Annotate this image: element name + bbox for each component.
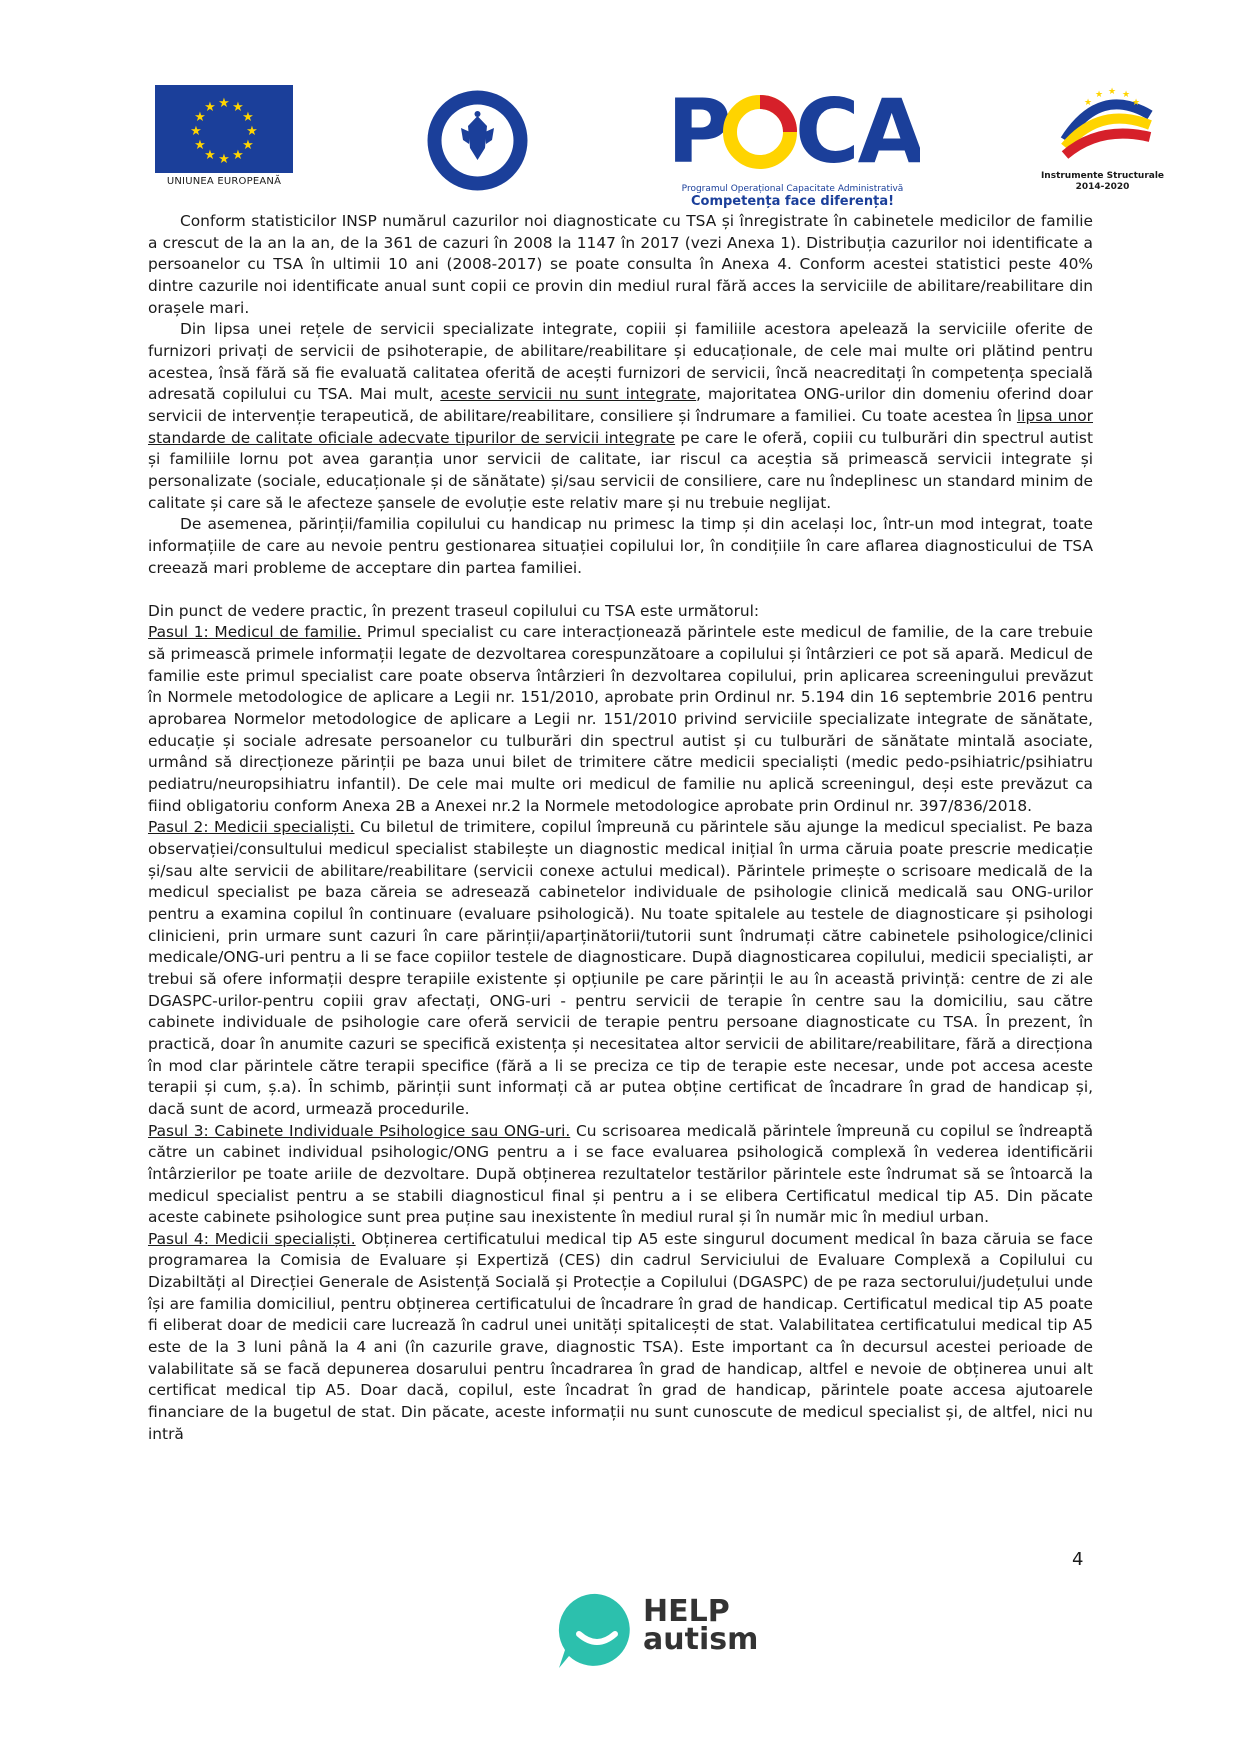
- svg-text:★: ★: [1108, 87, 1117, 97]
- step-1-text: Primul specialist cu care interacționează părintele este medicul de familie, de la care trebuie să primească primele informații legate de dezvoltarea corespunzătoare a copilului și întârzieri ce pot să apară. Medicul de familie este primul specialist care poate observa întârzieri în dezvoltarea copilului, prin aplicarea screeningului prevăzut în Normele metodologice de aplicare a Legii nr. 151/2010, aprobate prin Ordinul nr. 5.194 din 16 septembrie 2016 pentru aprobarea Normelor metodologice de aplicare a Legii nr. 151/2010 privind serviciile specializate integrate de sănătate, educație și sociale adresate persoanelor cu tulburări din spectrul autist și cu tulburări de sănătate mintală asociate, urmând să direcționeze părinții pe baza unui bilet de trimitere către medicii specialiști (medic pedo-psihiatric/psihiatru pediatru/neuropsihiatru infantil). De cele mai multe ori medicul de familie nu aplică screeningul, deși este prevăzut ca fiind obligatoriu conform Anexa 2B a Anexei nr.2 la Normele metodologice aprobate prin Ordinul nr. 397/836/2018.: [148, 623, 1093, 815]
- step-2: [148, 817, 1093, 1120]
- autism-word: autism: [643, 1622, 759, 1657]
- page-header: [0, 70, 1240, 209]
- svg-text:★: ★: [204, 148, 216, 163]
- document-body: [148, 211, 1093, 1445]
- poca-slogan: Competența face diferența!: [690, 194, 895, 209]
- paragraph-intro: Din punct de vedere practic, în prezent traseul copilului cu TSA este următorul:: [148, 601, 760, 620]
- poca-logo: [665, 88, 920, 209]
- is-caption-line2: 2014-2020: [1075, 182, 1130, 192]
- svg-text:★: ★: [1084, 98, 1093, 108]
- paragraph-services-part1: Din lipsa unei rețele de servicii specializate integrate, copiii și familiile acestora apelează la serviciile oferite de furnizori privați de servicii de psihoterapie, de abilitare/reabilitare și educaționale, de cele mai multe ori plătind pentru acestea, însă fără să fie evaluată calitatea oferită de acești furnizori de servicii, încă neacreditați în competența specială adresată copilului cu TSA. Mai mult,: [148, 320, 1093, 404]
- svg-text:★: ★: [194, 138, 206, 153]
- help-autism-wordmark: [643, 1594, 759, 1657]
- poca-subtitle: Programul Operațional Capacitate Administrativă: [681, 184, 904, 194]
- svg-text:★: ★: [190, 124, 202, 139]
- step-4-text: Obținerea certificatului medical tip A5 este singurul document medical în baza căruia se face programarea la Comisia de Evaluare și Expertiză (CES) din cadrul Serviciului de Evaluare Complexă a Copilului cu Dizabiltăți al Direcției Generale de Asistență Socială și Protecție a Copilului (DGASPC) de pe raza sectorului/județului unde își are familia domiciliul, pentru obținerea certificatului de încadrare în grad de handicap. Certificatul medical tip A5 poate fi eliberat doar de medicii care lucrează în cadrul unei unități spitalicești de stat. Valabilitatea certificatului medical tip A5 este de la 3 luni până la 4 ani (în cazurile grave, diagnostic TSA). Este important ca în decursul acestei perioade de valabilitate să se facă depunerea dosarului pentru încadrarea în grad de handicap, altfel e nevoie de obținerea unui alt certificat medical tip A5. Doar dacă, copilul, este încadrat în grad de handicap, părintele poate accesa ajutoarele financiare de la bugetul de stat. Din păcate, aceste informații nu sunt cunoscute de medicul specialist și, de altfel, nici nu intră: [148, 1229, 1093, 1443]
- step-2-text: Cu biletul de trimitere, copilul împreună cu părintele său ajunge la medicul specialist. Pe baza observației/consultului medicul specialist stabilește un diagnostic medical inițial în urma căruia poate prescrie medicație și/sau alte servicii de abilitare/reabilitare (servicii conexe actului medical). Părintele primește o scrisoare medicală de la medicul specialist pe baza căreia se adresează cabinetelor individuale de psihologie clinică medicală sau ONG-urilor pentru a examina copilul în continuare (evaluare psihologică). Nu toate spitalele au testele de diagnosticare și psihologi clinicieni, prin urmare sunt cazuri în care părinții/aparținătorii/tutorii sunt îndrumați către cabinetele psihologice/clinici medicale/ONG-uri pentru a li se face copiilor testele de diagnosticare. După diagnosticarea copilului, medicii specialiști, ar trebui să ofere informații despre terapiile existente și opțiunile pe care părinții le au în această privință: centre de zi ale DGASPC-urilor-pentru copiii grav afectați, ONG-uri - pentru servicii de terapie în centre sau la domiciliu, sau către cabinete individuale de psihologie care oferă servicii de terapie pentru persoane diagnosticate cu TSA. În prezent, în practică, doar în anumite cazuri se specifică existența și necesitatea altor servicii de abilitare/reabilitare, fără a direcționa în mod clar părintele către terapii specifice (fără a li se preciza ce tip de terapie este necesar, unde pot accesa aceste terapii și cum, ș.a). În schimb, părinții sunt informați că ar putea obține certificat de încadrare în grad de handicap și, dacă sunt de acord, urmează procedurile.: [148, 818, 1093, 1118]
- underlined-services-not-integrated: aceste servicii nu sunt integrate: [440, 385, 697, 404]
- svg-text:★: ★: [242, 110, 254, 125]
- svg-text:★: ★: [246, 124, 258, 139]
- svg-text:★: ★: [1132, 98, 1141, 108]
- structural-instruments-logo: [1040, 85, 1165, 200]
- eu-caption: UNIUNEA EUROPEANĂ: [166, 176, 282, 187]
- page-number: 4: [1072, 1549, 1084, 1570]
- help-autism-logo: [555, 1590, 759, 1670]
- speech-bubble-icon: [555, 1590, 639, 1670]
- paragraph-statistics: Conform statisticilor INSP numărul cazurilor noi diagnosticate cu TSA și înregistrate în cabinetele medicilor de familie a crescut de la an la an, de la 361 de cazuri în 2008 la 1147 în 2017 (vezi Anexa 1). Distribuția cazurilor noi identificate a persoanelor cu TSA în ultimii 10 ani (2008-2017) se poate consulta în Anexa 4. Conform acestei statistici peste 40% dintre cazurile noi identificate anual sunt copii ce provin din mediul rural fără acces la serviciile de abilitare/reabilitare din orașele mari.: [148, 212, 1093, 317]
- is-caption-line1: Instrumente Structurale: [1040, 171, 1165, 181]
- government-seal-logo: [425, 88, 530, 193]
- paragraph-services: [148, 319, 1093, 514]
- svg-text:★: ★: [218, 96, 230, 111]
- step-2-label: Pasul 2: Medicii specialiști.: [148, 818, 355, 837]
- svg-text:★: ★: [194, 110, 206, 125]
- structural-instruments-caption: [1040, 171, 1165, 193]
- svg-text:CA: CA: [795, 88, 920, 170]
- svg-text:★: ★: [1122, 90, 1131, 100]
- underlined-quality-standards: lipsa unor standarde de calitate oficiale adecvate tipurilor de servicii integrate: [148, 406, 1093, 447]
- svg-text:★: ★: [232, 100, 244, 115]
- paragraph-services-part2: , majoritatea ONG-urilor din domeniu oferind doar servicii de intervenție terapeutică, de abilitare/reabilitare, consiliere și îndrumare a familiei. Cu toate acestea în: [148, 385, 1093, 425]
- svg-text:P: P: [667, 88, 730, 170]
- step-3-label: Pasul 3: Cabinete Individuale Psihologice sau ONG-uri.: [148, 1121, 571, 1140]
- step-1: [148, 622, 1093, 817]
- paragraph-family: De asemenea, părinții/familia copilului cu handicap nu primesc la timp și din același loc, într-un mod integrat, toate informațiile de care au nevoie pentru gestionarea situației copilului lor, în condițiile în care aflarea diagnosticului de TSA creează mari probleme de acceptare din partea familiei.: [148, 515, 1093, 577]
- eu-flag-icon: [155, 85, 293, 173]
- eu-logo: [155, 85, 293, 193]
- step-4: [148, 1229, 1093, 1446]
- svg-text:★: ★: [232, 148, 244, 163]
- paragraph-services-part3: pe care le oferă, copiii cu tulburări din spectrul autist și familiile lornu pot avea garanția unor servicii de calitate, iar riscul ca aceștia să primească servicii integrate și personalizate (sociale, educaționale și de sănătate) și/sau servicii de consiliere, care nu îndeplinesc un standard minim de calitate și care să le afecteze șansele de evoluție este relativ mare și nu trebuie neglijat.: [148, 428, 1093, 512]
- step-1-label: Pasul 1: Medicul de familie.: [148, 623, 362, 642]
- structural-instruments-emblem-icon: [1040, 85, 1165, 165]
- poca-wordmark: [665, 88, 920, 182]
- svg-text:★: ★: [242, 138, 254, 153]
- paragraph-gap: [148, 579, 1093, 601]
- svg-text:★: ★: [204, 100, 216, 115]
- svg-text:★: ★: [218, 152, 230, 167]
- help-word: HELP: [643, 1594, 730, 1629]
- svg-text:★: ★: [1095, 90, 1104, 100]
- step-3: [148, 1121, 1093, 1229]
- step-3-text: Cu scrisoarea medicală părintele împreună cu copilul se îndreaptă către un cabinet individual psihologic/ONG pentru a i se face evaluarea psihologică complexă în vederea identificării întârzierilor pe toate ariile de dezvoltare. După obținerea rezultatelor testărilor părintele este îndrumat să se întoarcă la medicul specialist pentru a se stabili diagnosticul final și pentru a i se elibera Certificatul medical tip A5. Din păcate aceste cabinete psihologice sunt prea puține sau inexistente în mediul rural și în număr mic în mediul urban.: [148, 1121, 1094, 1227]
- step-4-label: Pasul 4: Medicii specialiști.: [148, 1229, 356, 1248]
